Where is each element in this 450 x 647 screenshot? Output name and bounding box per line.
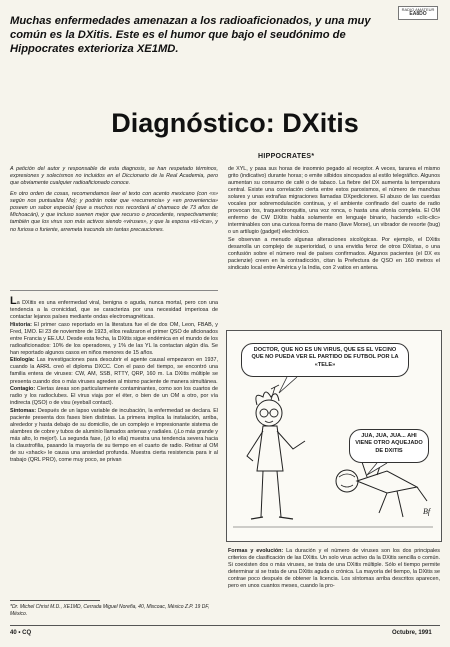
lead-paragraph: Muchas enfermedades amenazan a los radioaficionados, y una muy común es la DXitis. Este es el humor que bajo el seudónimo de Hippocrates exterioriza XE1MD. — [10, 15, 371, 55]
editor-note-p1: A petición del autor y responsable de esta diagnosis, se han respetado términos, expresiones y solecismos no incluidos en el Diccionario de la Real Academia, pero que obviamente cualquier radioaficionado conoce. — [10, 166, 218, 187]
page-number: 40 • CQ — [10, 630, 32, 636]
section-heading: Etiología: — [10, 357, 35, 364]
section-heading: Historia: — [10, 321, 32, 328]
body-column-right — [228, 166, 440, 273]
body-paragraph — [10, 357, 218, 385]
article-author: HIPPOCRATES* — [258, 153, 315, 160]
body-paragraph — [10, 408, 218, 464]
artist-signature: Bf — [423, 507, 431, 516]
editor-note — [10, 166, 218, 237]
speech-bubble-doctor: JUA, JUA, JUA... AHI VIENE OTRO AQUEJADO DE DXITIS — [349, 429, 429, 463]
section-heading: Síntomas: — [10, 407, 37, 414]
body-text: Ciertas áreas son particularmente contaminantes, como son los cuartos de radio y los radioclubes. El virus viaja por el éter, o bien de un OM a otro, por vía indirecta (QSO) o de visu (eyeball contact). — [10, 386, 218, 407]
cartoon-illustration — [226, 330, 442, 542]
body-column-left — [10, 297, 218, 465]
body-paragraph — [10, 322, 218, 357]
badge-line1: RADIO AMATEUR — [401, 7, 435, 12]
body-text: Después de un lapso variable de incubación, la enfermedad se declara. El paciente presenta dos fases bien distintas. La primera implica la instalación, arriba, alrededor y hasta debajo de su domicilio, de un complejo e impresionante sistema de alambres de cobre y tubos de aluminio llamados antenas y radiales. (¡Lo más grande y más alto, lo mejor!). La segunda fase, (¡ó lo ella) muestra una tendencia severa hacia la claustrofilia, pasando la mayoría de su tiempo en el cuarto de radio. Retirar al OM de su «shack» le causa una ansiedad profunda. Muestra cierta resistencia para ir al trabajo (QRL PRO), come muy poco, se privan — [10, 407, 218, 464]
footer-rule — [10, 625, 440, 626]
body-text: El primer caso reportado en la literatura fue el de dos OM, Leon, FBAB, y Fred, 1MO. El 23 de noviembre de 1923, ellos realizaron el primer QSO de aficionados entre Francia y EE.UU. Desde esta fecha, la DXitis sigue endémica en el mundo de los radioaficionados: 10% de los operadores, y 1% de las YL la contactan algún día. Se han reportado algunos casos en niños menores de 15 años. — [10, 321, 218, 356]
section-heading: Contagio: — [10, 386, 36, 393]
body-column-right-continued — [228, 548, 440, 591]
body-paragraph — [10, 297, 218, 321]
body-paragraph — [10, 386, 218, 407]
body-text: La duración y el número de viruses son los dos principales criterios de clasificación de las DXitis. Un solo virus activo da la DXitis sencilla o común. Si coexisten dos o más viruses, se trata de una DXitis múltiple. Sólo el tiempo permite determinar si se trata de una DXitis aguda o crónica. La mayoría del tiempo, la DXitis se contrae poco después de obtener la licencia. Los síntomas arriba descritos aparecen, pero en unos cuantos meses, cuando la pro- — [228, 548, 440, 590]
body-paragraph: Se observan a menudo algunas alteraciones sicológicas. Por ejemplo, el DXitis desarrolla un complejo de superioridad, o una envidia feroz de otros DXistas, o una confusión sobre el número real de países confirmados. Algunos pacientes (el DX es pacienzie) creen en la contradicción, citan la Prefectura de QSO en 160 metros el sindicato local entre América y la India, con 2 vatios en antena. — [228, 236, 440, 272]
section-divider — [10, 290, 218, 291]
body-paragraph: de XYL, y pasa sus horas de insomnio pegado al receptor. A veces, tararea el mismo grito (indicativo) durante horas; o emite silbidos sincopados al estilo telegráfico. Algunos aumentan su consumo de café o de tabaco. La fiebre del DX aumenta la temperatura central. Existe una correlación cierta entre estos paroxismos, el número de manchas solares y unas extrañas migraciones llamadas DXpediciones. El abuso de las cuerdas vocales por sobremodulación continua, y el ambiente confinado del cuarto de radio provocan tos, traqueobronquitis, una voz ronca, o hasta una afonía completa. El OM enfermo de CW DXitis habla solamente en lenguaje binario, haciendo «clic-clic» interminables con una curiosa forma de mano (llave Morse), un vibrador de resorte (bug) o un artilugio (gadget) electrónico. — [228, 166, 440, 236]
footnote-rule — [10, 600, 100, 601]
drop-cap: L — [10, 295, 17, 307]
masthead-badge — [398, 6, 438, 20]
body-text: Las investigaciones para descubrir el agente causal empezaron en 1937, cuando la ARRL creó el diploma DXCC. Con el paso del tiempo, se encontró una familia entera de viruses: CW, AM, SSB, RTTY, QRP, 160 m. La DXitis múltiple se presenta cuando dos o más viruses agreden al mismo paciente de manera simultánea. — [10, 357, 218, 385]
editor-note-p2: En otro orden de cosas, recomendamos leer el texto con acento mexicano (con «s» según nos puntualiza Mo); y podrán notar que «recurrencia» y «en proveniencia» poseen un sabor especial (que a muchos nos recordará al chamaco de 73 años de Michoacán), y que incluso suenen mejor que recurso o procedente, respectivamente; también que los virus son más activos siendo «viruses», y que la esposa «tú-rica», y no furiosa o furiente, arremeta iracunda sin tantas precauciones. — [10, 190, 218, 233]
body-text: a DXitis es una enfermedad viral, benigna o aguda, nunca mortal, pero con una tendencia a la cronicidad, que se caracteriza por una necesidad imperiosa de contactar lejanos países mediante ondas electromagnéticas. — [10, 300, 218, 321]
article-title: Diagnóstico: DXitis — [111, 108, 359, 138]
badge-line2: EA8DO — [409, 11, 427, 17]
issue-date: Octubre, 1991 — [392, 630, 432, 636]
author-footnote: *Dr. Michel Christ M.D., XE1MD, Cerrada Miguel Noreña, 40, Mixcoac, México Z.P. 19 DF, México. — [10, 604, 210, 617]
speech-bubble-patient: DOCTOR, QUE NO ES UN VIRUS, QUE ES EL VECINO QUE NO PUEDA VER EL PARTIDO DE FUTBOL POR LA «TELE» — [241, 343, 409, 377]
body-paragraph — [228, 548, 440, 590]
section-heading: Formas y evolución: — [228, 548, 284, 554]
